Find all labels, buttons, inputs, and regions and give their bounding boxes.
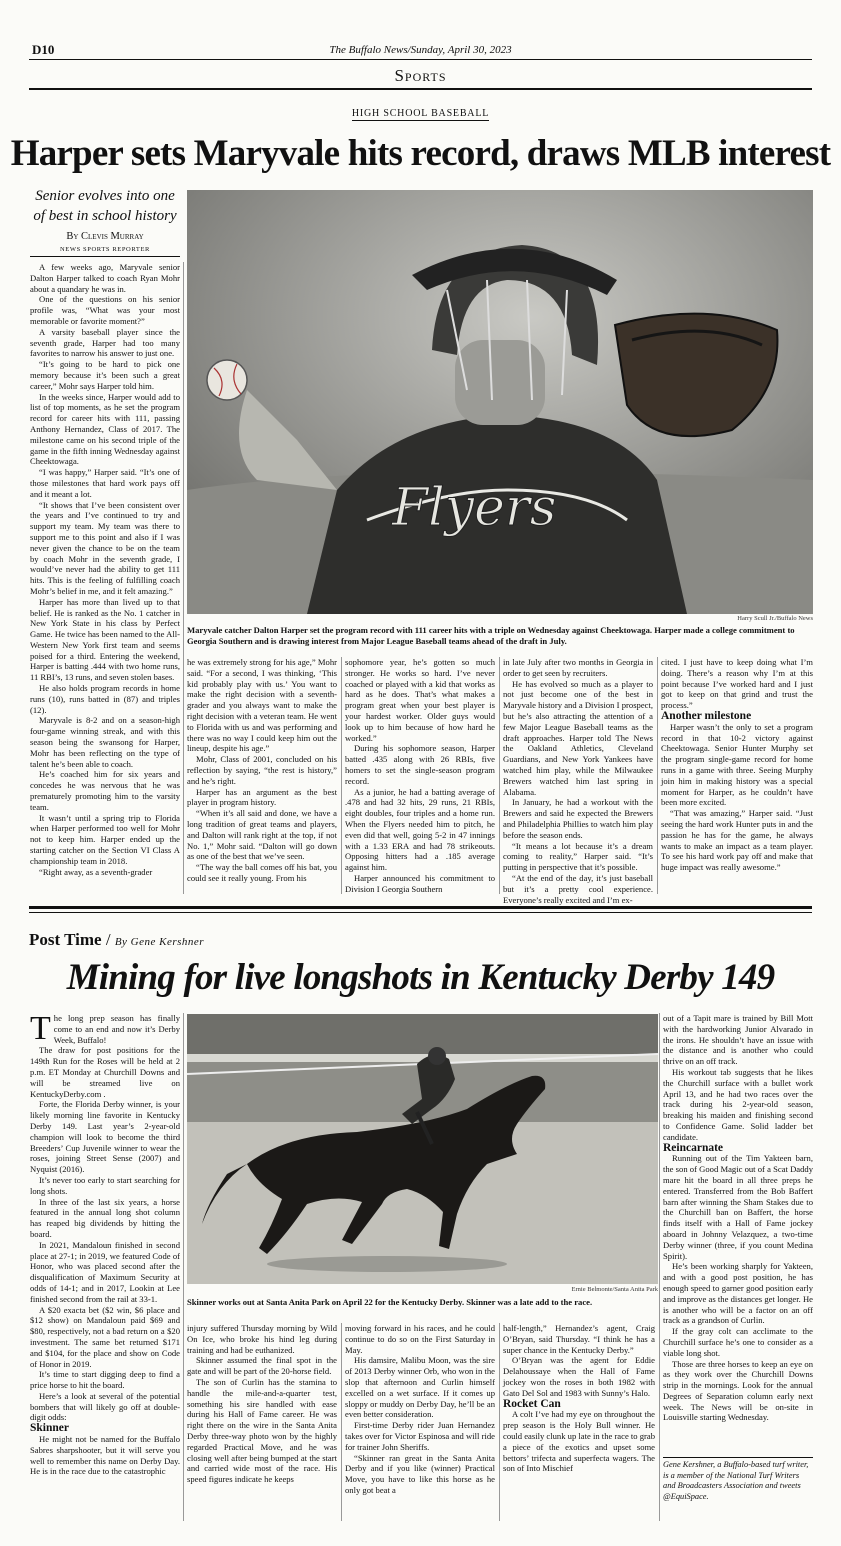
story2-column-2: injury suffered Thursday morning by Wild On Ice, who broke his hind leg during training and had be euthanized. Skinner assumed the final spot in the gate and will be part of the 20-horse field. The son of Curlin has the stamina to handle the mile-and-a-quarter test, something his sire handled with ease during his Hall of Fame career. He was right there on the wire in the Santa Anita Derby three-way photo won by the highly regarded Practical Move, and he was closing well after being bumped at the start and carried wide most of the race. His speed figures indicate he keeps: [187, 1323, 337, 1485]
story1-kicker: HIGH SCHOOL BASEBALL: [351, 108, 490, 119]
story-divider-thin: [29, 912, 812, 913]
story1-photo-credit: Harry Scull Jr./Buffalo News: [737, 615, 813, 622]
story2-subhead-reincarnate: Reincarnate: [663, 1141, 724, 1154]
story2-subhead-skinner: Skinner: [30, 1422, 69, 1435]
column-divider: [183, 262, 184, 894]
dropcap: T: [30, 1010, 51, 1047]
story1-byline: By Clevis Murray: [66, 231, 144, 242]
story1-subhead: Another milestone: [661, 709, 752, 722]
story2-photo: [187, 1014, 658, 1284]
column-divider: [659, 1013, 660, 1521]
dateline: The Buffalo News/Sunday, April 30, 2023: [329, 44, 512, 56]
story1-column-3: sophomore year, he’s gotten so much stronger. He works so hard. I’ve never coached or played with a kid that works as hard as he does. That’s what makes a program great when your best player is your hardest worker. Older guys would look up to him because of how hard he worked.” During his sophomore season, Harper batted .435 along with 26 RBIs, five homers to set the single-season program record. As a junior, he had a batting average of .478 and had 32 hits, 29 runs, 21 RBIs, eight doubles, four triples and a home run. When the Flyers needed him to pitch, he even did that well, going 5-2 in 47 innings with a 1.33 ERA and had 78 strikeouts. Opposing hitters had a .185 average against him. Harper announced his commitment to Division I Georgia Southern: [345, 657, 495, 894]
story2-column-4: half-length,” Hernandez’s agent, Craig O’Bryan, said Thursday. “I think he has a super chance in the Kentucky Derby.” O’Bryan was the agent for Eddie Delahoussaye when the Hall of Fame jockey won the roses in both 1982 with Gato Del Sol and 1983 with Sunny’s Halo. Rocket Can A colt I’ve had my eye on throughout the prep season is the Holy Bull winner. He could easily clunk up late in the race to grab a piece of the exotics and upset some bettors’ trifecta and superfecta wagers. The son of Into Mischief: [503, 1323, 656, 1474]
section-rule: [29, 88, 812, 90]
story2-headline: Mining for live longshots in Kentucky Derby 149: [66, 957, 775, 998]
column-divider: [499, 657, 500, 894]
baseball-catcher-illustration: [187, 190, 813, 614]
story1-column-2: he was extremely strong for his age,” Mohr said. “For a second, I was thinking, ‘This kid probably play with us.’ You want to make the right decision with a seventh-grader and you always want to make the right decision with a veteran team. He went to Florida with us and was performing and there was no way I could keep him out the lineup, despite his age.” Mohr, Class of 2001, concluded on his reflection by saying, “the rest is history,” and he’s right. Harper has an argument as the best player in program history. “When it’s all said and done, we have a long tradition of great teams and players, and Dalton will rank right at the top, if not No. 1,” Mohr said. “Dalton will go down as one of the best that we’ve seen. “The way the ball comes off his bat, you could see it really young. From his: [187, 657, 337, 883]
racehorse-illustration: [187, 1014, 658, 1284]
story1-caption: Maryvale catcher Dalton Harper set the program record with 111 career hits with a triple on Wednesday against Cheektowaga. Harper made a college commitment to Georgia Southern and is drawing interest from Major League Baseball teams ahead of the draft in July.: [187, 625, 795, 646]
column-divider: [341, 657, 342, 894]
story1-column-4: in late July after two months in Georgia in order to get seen by recruiters. He has evolved so much as a player to not just become one of the best in Maryvale history and a Division I prospect, but he’s also attracting the attention of a few Major League Baseball teams as the draft approaches. Harper told The News the Oakland Athletics, Cleveland Guardians, and New York Yankees have watched him play, while the Milwaukee Brewers watched him last spring in Alabama. In January, he had a workout with the Brewers and said he expected the Brewers and Philadelphia Phillies to watch him play before the season ends. “It means a lot because it’s a dream coming to reality,” Harper said. “It’s putting in perspective that it’s possible. “At the end of the day, it’s just baseball but it’s a pretty cool experience. Everyone’s really excited and I’m ex-: [503, 657, 653, 905]
jersey-text: Flyers: [392, 478, 557, 538]
tagline-rule: [663, 1457, 813, 1458]
story1-byline-title: NEWS SPORTS REPORTER: [60, 246, 150, 253]
story2-caption: Skinner works out at Santa Anita Park on April 22 for the Kentucky Derby. Skinner was a late add to the race.: [187, 1297, 593, 1307]
story2-column-5: out of a Tapit mare is trained by Bill Mott with the hardworking Junior Alvarado in the irons. He shouldn’t have an issue with the distance and is another who could thrive on an off track. His workout tab suggests that he likes the Churchill surface with a bullet work April 13, and he had two races over the track during his 2-year-old season, breaking his maiden and finishing second to Confidence Game. Solid ladder bet candidate. Reincarnate Running out of the Tim Yakteen barn, the son of Good Magic out of a Scat Daddy mare hit the board in all three preps he entered. Transferred from the Bob Baffert barn after winning the Sham Stakes due to the Churchill ban on Baffert, the horse finds itself with a Hall of Fame jockey aboard in Johnny Velazquez, a two-time Derby winner (three, if you count Medina Spirit). He’s been working sharply for Yakteen, and with a good post position, he has enough speed to garner good position early and improve as the distances get longer. He is another who will be a factor on an off track as a grandson of Curlin. If the gray colt can acclimate to the Churchill surface he’s one to consider as a viable long shot. Those are three horses to keep an eye on as they work over the Churchill Downs strip in the mornings. Look for the annual Degrees of Separation column early next week. The News will be on-site in Louisville starting Wednesday.: [663, 1013, 813, 1423]
story1-photo: [187, 190, 813, 614]
byline-rule: [30, 256, 180, 257]
column-divider: [341, 1323, 342, 1521]
section-name: Sports: [394, 66, 447, 85]
story-divider-thick: [29, 906, 812, 909]
post-time-label: Post Time / By Gene Kershner: [29, 930, 205, 949]
story2-column-3: moving forward in his races, and he could continue to do so on the First Saturday in May. His damsire, Malibu Moon, was the sire of 2013 Derby winner Orb, who won in the slop that afternoon and Curlin himself excelled on a wet surface. If it comes up sloppy or muddy on Derby Day, he’ll be an even better consideration. First-time Derby rider Juan Hernandez takes over for Victor Espinosa and will ride for trainer John Sheriffs. “Skinner ran great in the Santa Anita Derby and if you like (winner) Practical Move, you have to like this horse as he only got beat a: [345, 1323, 495, 1495]
column-divider: [499, 1323, 500, 1521]
story1-headline: Harper sets Maryvale hits record, draws MLB interest: [10, 133, 831, 174]
story2-column-1: The long prep season has finally come to an end and now it’s Derby Week, Buffalo! The draw for post positions for the 149th Run for the Roses will be held at 2 p.m. ET Monday at Churchill Downs and will be streamed live on KentuckyDerby.com . Forte, the Florida Derby winner, is your likely morning line favorite in Kentucky Derby 149. Last year’s 2-year-old champion will look to become the third Breeders’ Cup Juvenile winner to wear the roses, joining Street Sense (2007) and Nyquist (2016). It’s never too early to start searching for long shots. In three of the last six years, a horse featured in the annual long shot column has reaped big dividends by hitting the board. In 2021, Mandaloun finished in second place at 27-1; in 2019, we featured Code of Honor, who was placed second after the disqualification of Maximum Security at odds of 14-1; and in 2017, Lookin at Lee finished second from the rail at 33-1. A $20 exacta bet ($2 win, $6 place and $12 show) on Mandaloun paid $69 and $80, respectively, not a bad return on a $20 investment. The same bet returned $171 and $104, for the place and show on Code of Honor in 2019. It’s time to start digging deep to find a price horse to hit the board. Here’s a look at several of the potential bombers that will likely go off at double-digit odds: Skinner He might not be named for the Buffalo Sabres sharpshooter, but it will serve you well to remember this name on Derby Day. He is in the race due to the catastrophic: [30, 1010, 180, 1477]
story1-column-5: cited. I just have to keep doing what I’m doing. There’s a reason why I’m at this point because I’ve worked hard and I just got to keep on that grind and trust the process.” Another milestone Harper wasn’t the only to set a program record in that 10-2 victory against Cheektowaga. Senior Hunter Murphy set the program single-game record for home runs in a game with three. Seeing Murphy join him in making history was a special moment for Harper, as he couldn’t have been more excited. “That was amazing,” Harper said. “Just seeing the hard work Hunter puts in and the passion he has for the game, he always wants to make an impact as a team player. To see his hard work pay off and make that huge impact was really awesome.”: [661, 657, 813, 873]
top-rule: [29, 59, 812, 60]
page-number: D10: [32, 42, 55, 57]
story2-tagline: Gene Kershner, a Buffalo-based turf writer, is a member of the National Turf Writers and Broadcasters Association and tweets @EquiSpace.: [663, 1460, 809, 1501]
column-name: Post Time: [29, 930, 102, 949]
column-divider: [183, 1013, 184, 1521]
story2-subhead-rocket-can: Rocket Can: [503, 1397, 561, 1410]
column-divider: [657, 657, 658, 894]
story1-column-1: A few weeks ago, Maryvale senior Dalton Harper talked to coach Ryan Mohr about a quandary he was in. One of the questions on his senior profile was, “What was your most memorable or favorite moment?” A varsity baseball player since the seventh grade, Harper had too many favorites to narrow his answer to just one. “It’s going to be hard to pick one memory because it’s been such a great career,” Mohr says Harper told him. In the weeks since, Harper would add to list of top moments, as he set the program record for career hits with 111, passing Anthony Hernandez, Class of 2017. The milestone came on his second triple of the game in the fifth inning Wednesday against Cheektowaga. “I was happy,” Harper said. “It’s one of those milestones that hard work pays off and it meant a lot. “It shows that I’ve been consistent over the years and I’ve continued to try and support my team. My team was there to support me to this point and also if I was never given the chance to be on the team by coach Mohr in the seventh grade, I would’ve never had the ability to get 111 hits. This is the feeling of fulfilling coach Mohr’s belief in me, and it felt amazing.” Harper has more than lived up to that belief. He is ranked as the No. 1 catcher in New York State in his class by Perfect Game. He twice has been named to the All-Western New York first team and seems poised for a third. Entering the weekend, Harper is batting .444 with two home runs, 11 RBI’s, 13 runs, and seven stolen bases. He also holds program records in home runs (10), runs batted in (87) and triples (12). Maryvale is 8-2 and on a season-high four-game winning streak, and with this season being the swansong for Harper, Mohr has been reflecting on the type of talent he’s been able to coach. He’s coached him for six years and concedes he was nervous that he was prematurely promoting him to the varsity team. It wasn’t until a spring trip to Florida when Harper performed too well for Mohr not to keep him. Harper ended up the starting catcher on the Section VI Class A championship team in 2018. “Right away, as a seventh-grader: [30, 262, 180, 877]
story1-deck: Senior evolves into one of best in school history: [33, 188, 177, 224]
story2-byline: By Gene Kershner: [114, 936, 205, 948]
story2-photo-credit: Ernie Belmonte/Santa Anita Park: [571, 1286, 658, 1293]
